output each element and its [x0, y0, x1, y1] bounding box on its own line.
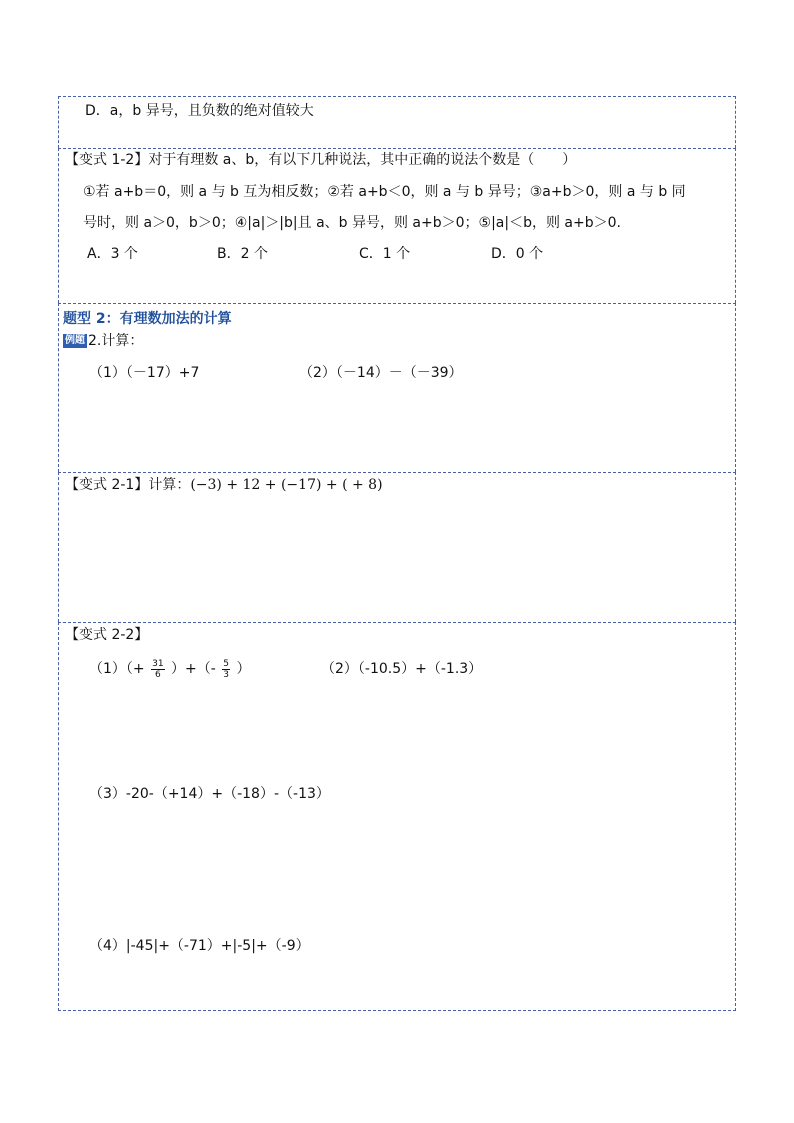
option-d-count: D．0 个	[491, 246, 544, 262]
type-2-heading: 题型 2：有理数加法的计算	[63, 311, 232, 327]
fraction-5-3	[222, 659, 230, 680]
section-variant-2-1	[58, 472, 736, 622]
variant-2-2-q3: （3）-20-（+14）+（-18）-（-13）	[89, 786, 330, 802]
example-q2: （2）（－14）－（－39）	[299, 365, 463, 381]
option-a: A．3 个	[87, 246, 138, 262]
option-d: D．a，b 异号，且负数的绝对值较大	[85, 103, 314, 119]
q1-end: ）	[236, 661, 251, 677]
fraction-numerator: 31	[152, 658, 164, 669]
variant-1-2-question: 对于有理数 a、b，有以下几种说法，其中正确的说法个数是（ ）	[148, 152, 577, 168]
q1-mid: ）+（-	[171, 661, 216, 677]
fraction-denominator: 6	[154, 669, 161, 680]
example-label: 2.计算：	[88, 333, 144, 349]
variant-2-2-q2: （2）（-10.5）+（-1.3）	[321, 661, 483, 677]
variant-tag: 【变式 1-2】	[65, 152, 149, 168]
variant-2-2-tag: 【变式 2-2】	[65, 627, 149, 643]
variant-tag: 【变式 2-1】	[65, 477, 149, 493]
statement-line-2: 号时，则 a＞0，b＞0；④|a|＞|b|且 a、b 异号，则 a+b＞0；⑤|a|＜b，则 a+b＞0.	[83, 215, 621, 231]
q1-prefix: （1）（+	[89, 661, 145, 677]
example-badge: 例题	[65, 335, 85, 346]
section-variant-2-2	[58, 622, 736, 1011]
variant-2-2-q1	[89, 656, 250, 682]
fraction-denominator: 3	[223, 669, 229, 680]
section-type-2	[58, 303, 736, 472]
variant-2-1-expression: 计算：(−3) + 12 + (−17) + ( + 8)	[148, 477, 383, 493]
example-q1: （1）（－17）+7	[89, 365, 200, 381]
variant-2-1-stem	[65, 475, 383, 495]
statement-line-1: ①若 a+b＝0，则 a 与 b 互为相反数；②若 a+b＜0，则 a 与 b 异号；③a+b＞0，则 a 与 b 同	[83, 184, 686, 200]
fraction-31-6	[151, 659, 164, 680]
option-c: C．1 个	[359, 246, 411, 262]
section-variant-1-2	[58, 148, 736, 303]
option-b: B．2 个	[217, 246, 268, 262]
variant-1-2-stem	[65, 150, 576, 170]
variant-2-2-q4: （4）|-45|+（-71）+|-5|+（-9）	[89, 938, 310, 954]
section-option-d	[58, 96, 736, 148]
fraction-numerator: 5	[223, 658, 229, 669]
example-line	[63, 331, 143, 351]
